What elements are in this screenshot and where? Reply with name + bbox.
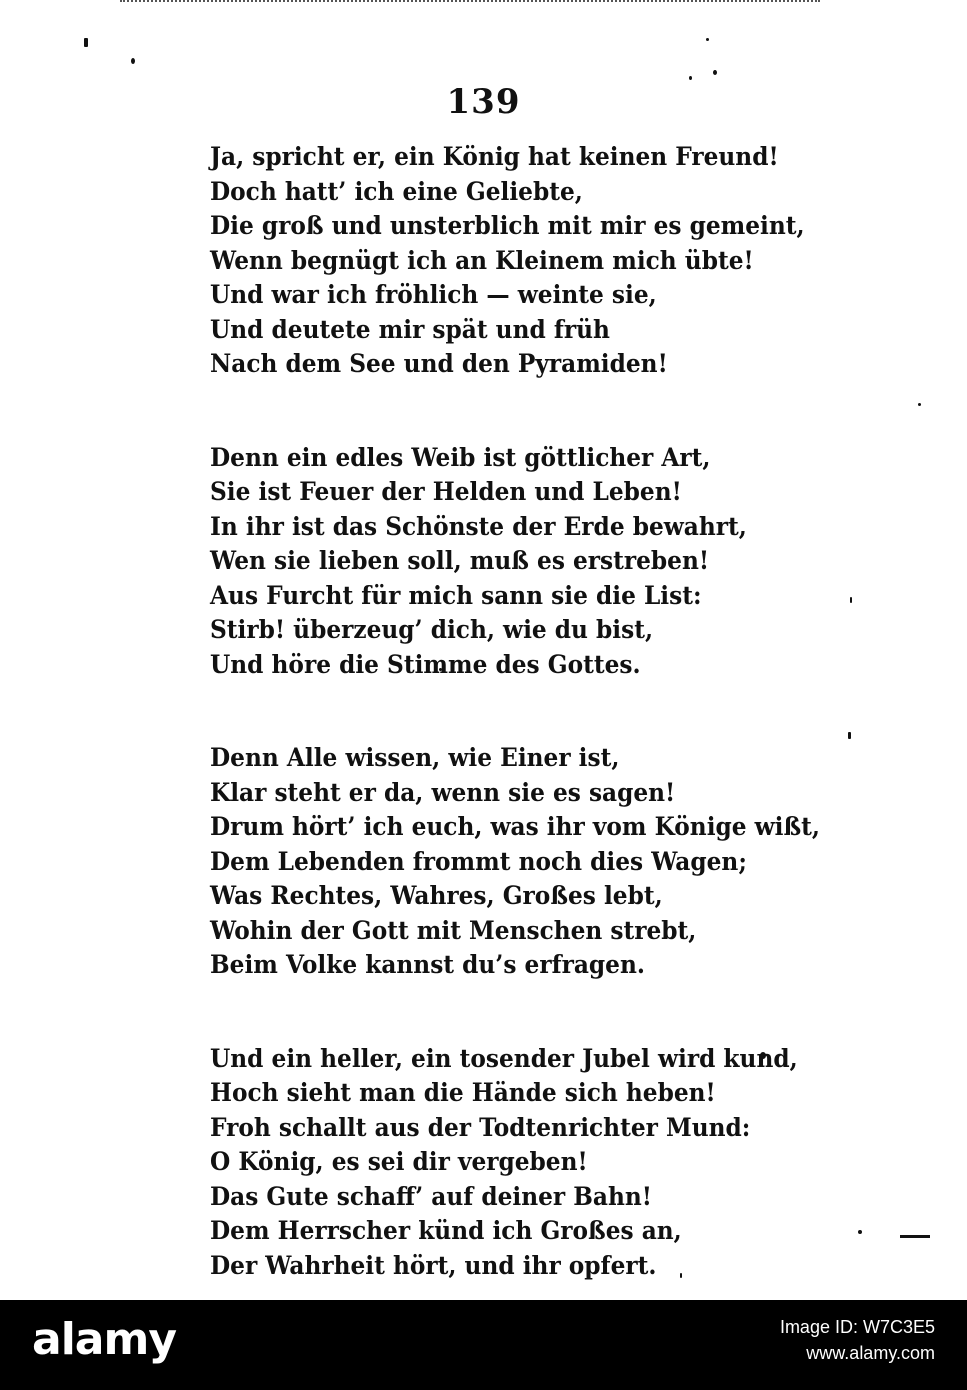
verse-line: Stirb! überzeug’ dich, wie du bist, — [210, 615, 654, 644]
verse-line: Und deutete mir spät und früh — [210, 314, 610, 344]
page-number: 139 — [446, 82, 521, 122]
stanza — [210, 441, 850, 683]
verse-line: Was Rechtes, Wahres, Großes lebt, — [210, 881, 663, 910]
verse-line: Wenn begnügt ich an Kleinem mich übte! — [210, 245, 754, 275]
verse-line: Denn ein edles Weib ist göttlicher Art, — [210, 442, 711, 472]
stanza — [210, 1042, 850, 1284]
print-speck — [84, 38, 88, 47]
verse-line: Doch hatt’ ich eine Geliebte, — [210, 176, 583, 206]
verse-line: Wohin der Gott mit Menschen strebt, — [210, 915, 697, 945]
verse-line: Denn Alle wissen, wie Einer ist, — [210, 743, 620, 772]
print-speck — [858, 1230, 862, 1234]
verse-line: Der Wahrheit hört, und ihr opfert. — [210, 1250, 657, 1280]
verse-line: Sie ist Feuer der Helden und Leben! — [210, 477, 682, 506]
watermark-footer — [0, 1300, 967, 1390]
verse-line: Dem Herrscher künd ich Großes an, — [210, 1216, 682, 1245]
verse-line: Aus Furcht für mich sann sie die List: — [210, 580, 702, 610]
top-edge-ornament — [120, 0, 820, 6]
verse-line: Ja, spricht er, ein König hat keinen Freund! — [210, 142, 779, 171]
print-speck — [713, 70, 717, 75]
verse-line: Beim Volke kannst du’s erfragen. — [210, 950, 645, 979]
verse-line: Das Gute schaff’ auf deiner Bahn! — [210, 1181, 653, 1211]
verse-line: Und war ich fröhlich — weinte sie, — [210, 280, 657, 309]
verse-line: Nach dem See und den Pyramiden! — [210, 349, 668, 378]
verse-line: Wen sie lieben soll, muß es erstreben! — [210, 546, 710, 575]
verse-line: Froh schallt aus der Todtenrichter Mund: — [210, 1112, 751, 1142]
verse-line: Die groß und unsterblich mit mir es gemeint, — [210, 211, 805, 240]
site-url: www.alamy.com — [806, 1343, 935, 1363]
verse-line: Und ein heller, ein tosender Jubel wird kund, — [210, 1043, 798, 1073]
print-speck — [850, 597, 852, 603]
image-id-label: Image ID: W7C3E5 — [779, 1317, 935, 1337]
stanza — [210, 140, 850, 382]
stanza — [210, 741, 850, 983]
verse-line: Klar steht er da, wenn sie es sagen! — [210, 777, 676, 807]
print-speck — [918, 403, 921, 406]
print-speck — [706, 38, 709, 41]
image-credit — [780, 1314, 935, 1366]
verse-line: Und höre die Stimme des Gottes. — [210, 649, 641, 679]
poem — [210, 140, 850, 1342]
verse-line: In ihr ist das Schönste der Erde bewahrt, — [210, 511, 747, 541]
print-edge-mark — [900, 1235, 930, 1238]
verse-line: Dem Lebenden frommt noch dies Wagen; — [210, 846, 747, 876]
verse-line: O König, es sei dir vergeben! — [210, 1147, 588, 1176]
verse-line: Hoch sieht man die Hände sich heben! — [210, 1078, 716, 1107]
print-speck — [689, 76, 692, 80]
verse-line: Drum hört’ ich euch, was ihr vom Könige wißt, — [210, 812, 821, 841]
print-speck — [131, 58, 135, 64]
alamy-logo: alamy — [32, 1314, 176, 1365]
